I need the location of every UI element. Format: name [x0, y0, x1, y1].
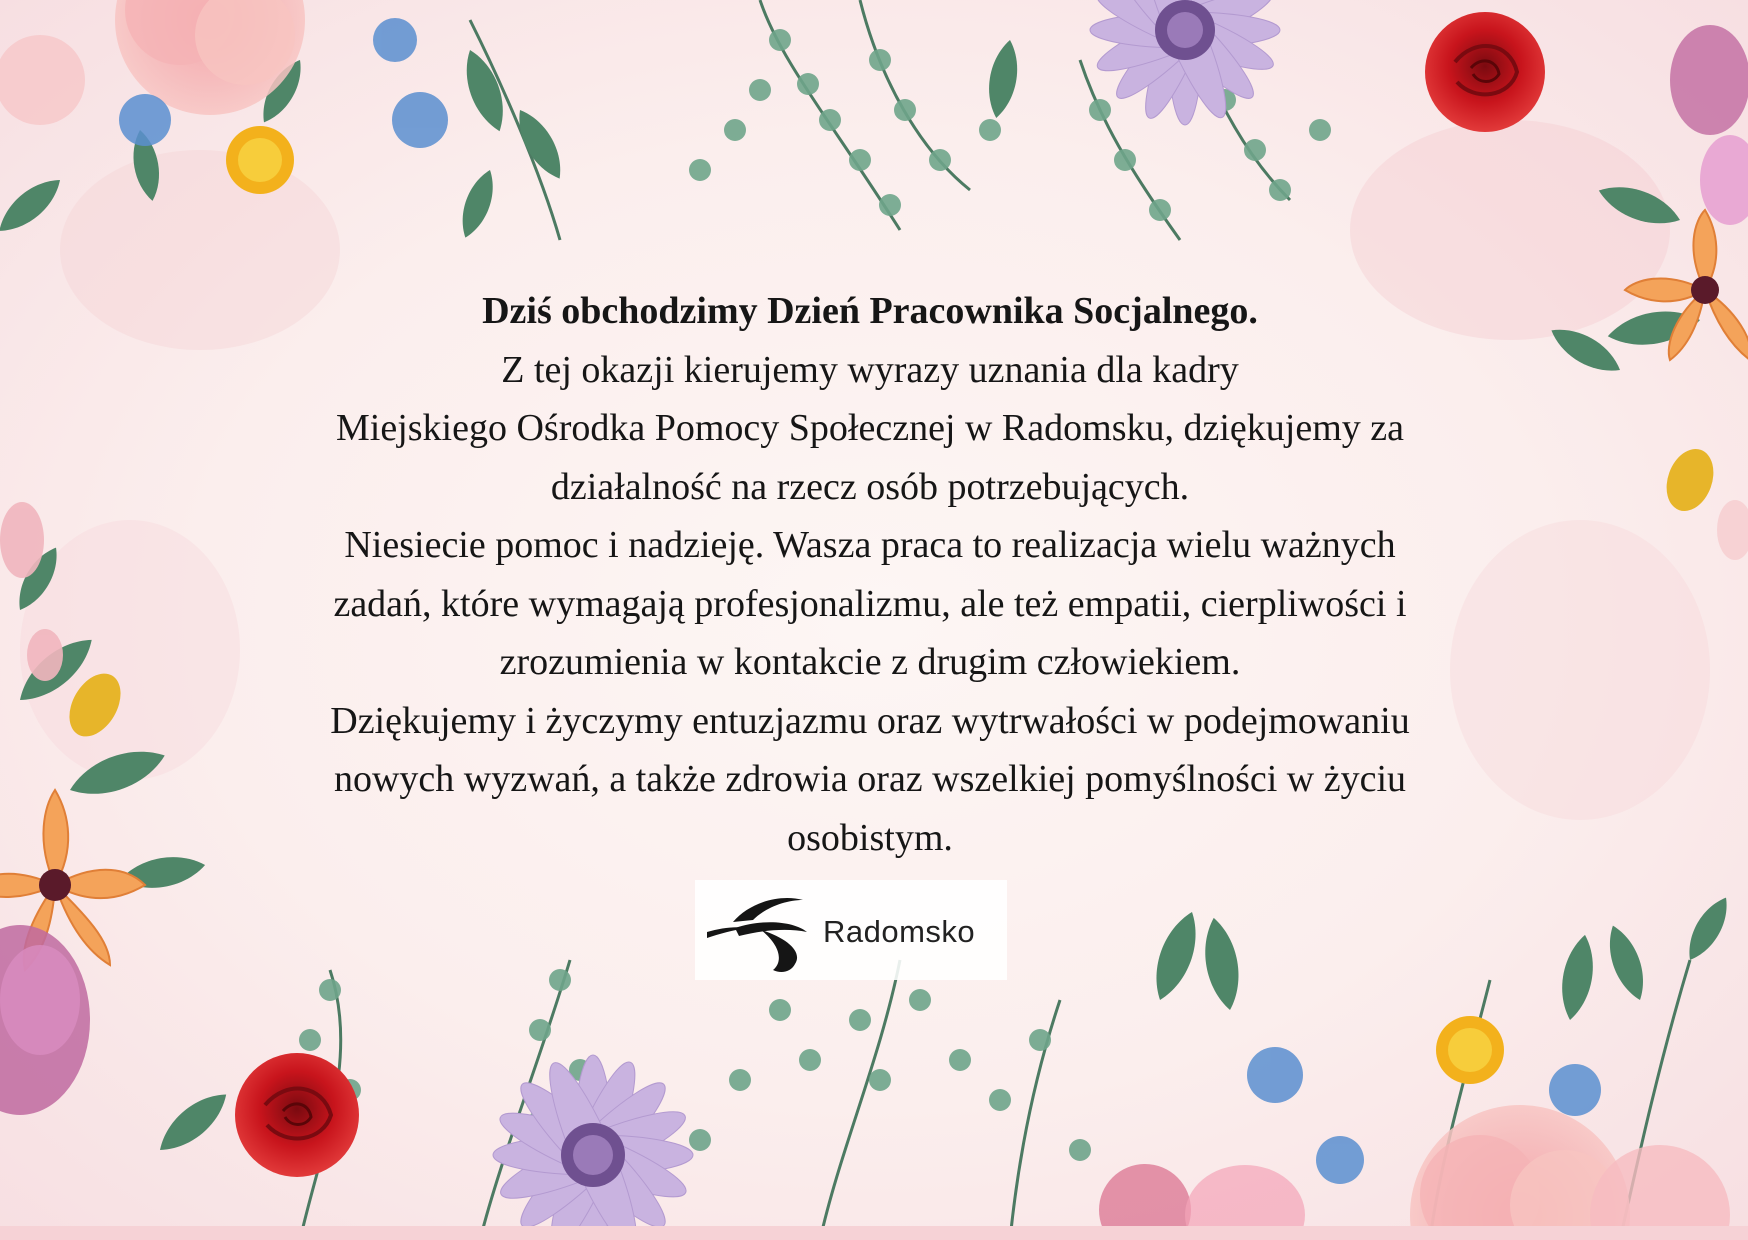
greeting-text	[180, 282, 1560, 867]
greeting-line: Dziękujemy i życzymy entuzjazmu oraz wytrwałości w podejmowaniu	[330, 699, 1410, 742]
radomsko-logo-icon	[695, 880, 825, 980]
right-floral-cluster	[1545, 177, 1748, 560]
greeting-line: działalność na rzecz osób potrzebujących.	[550, 465, 1190, 508]
left-floral-cluster	[0, 502, 208, 1115]
greeting-line: zadań, które wymagają profesjonalizmu, ale też empatii, cierpliwości i	[333, 582, 1407, 625]
greeting-line: osobistym.	[787, 816, 953, 859]
greeting-line: Z tej okazji kierujemy wyrazy uznania dla kadry	[501, 348, 1239, 391]
greeting-heading: Dziś obchodzimy Dzień Pracownika Socjalnego.	[482, 290, 1258, 332]
greeting-line: zrozumienia w kontakcie z drugim człowiekiem.	[499, 641, 1241, 683]
logo-text: Radomsko	[823, 914, 976, 949]
greeting-line: Miejskiego Ośrodka Pomocy Społecznej w Radomsku, dziękujemy za	[335, 407, 1404, 449]
greeting-line: Niesiecie pomoc i nadzieję. Wasza praca to realizacja wielu ważnych	[344, 524, 1396, 566]
radomsko-logo	[695, 880, 1007, 980]
greeting-line: nowych wyzwań, a także zdrowia oraz wszelkiej pomyślności w życiu	[333, 758, 1407, 800]
top-floral-cluster	[0, 0, 1748, 242]
